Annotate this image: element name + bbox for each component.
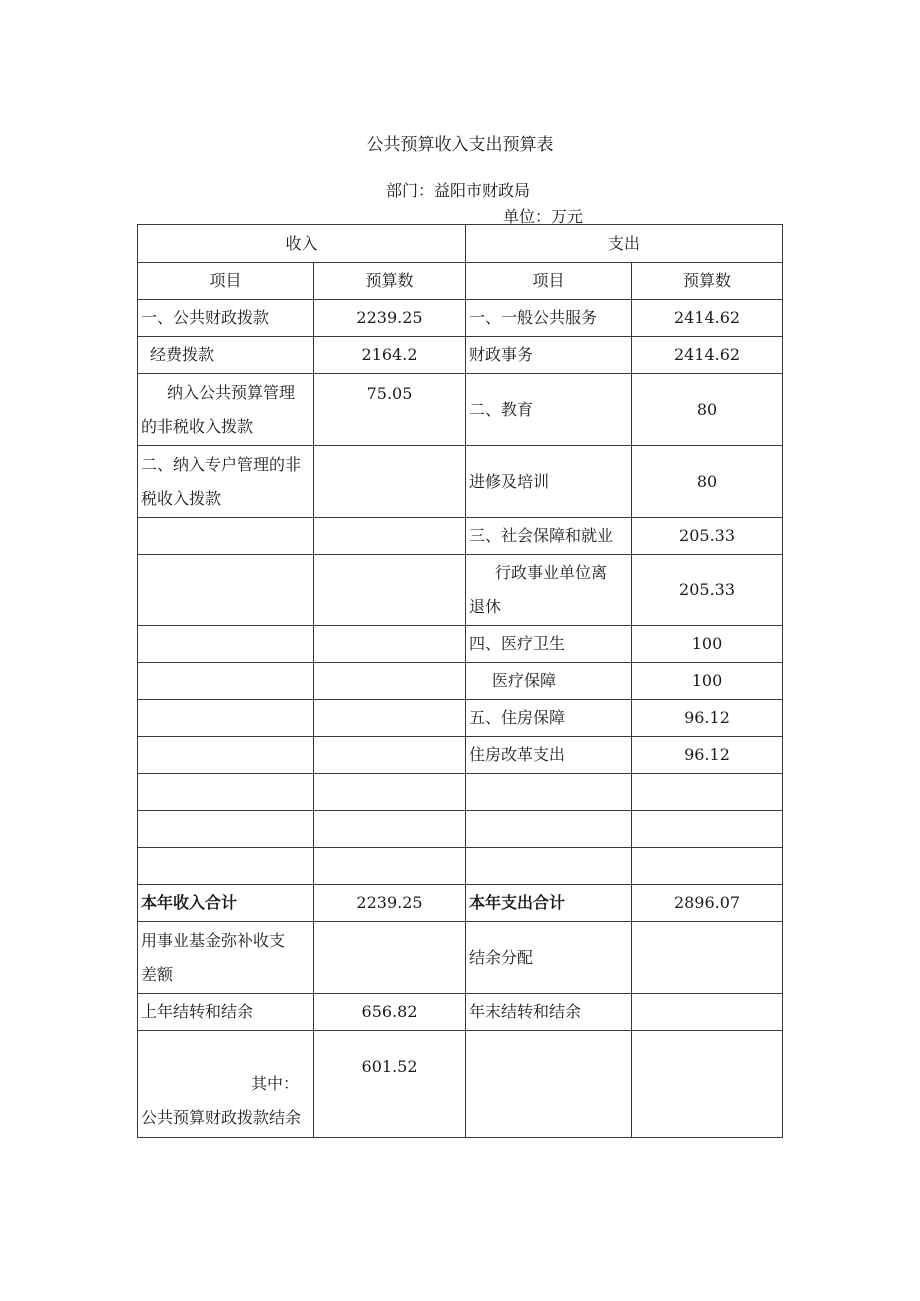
expense-item-line: 退休 — [469, 597, 502, 616]
table-row — [138, 663, 783, 700]
expense-value: 100 — [632, 663, 783, 700]
empty-cell — [632, 922, 783, 994]
section-header-row — [138, 225, 783, 263]
expense-item: 进修及培训 — [466, 446, 632, 518]
expense-item-header: 项目 — [466, 263, 632, 300]
table-row — [138, 700, 783, 737]
expense-header: 支出 — [466, 225, 783, 263]
table-row — [138, 994, 783, 1031]
expense-item-line: 行政事业单位离 — [495, 563, 608, 582]
budget-table — [137, 224, 783, 1138]
expense-item: 医疗保障 — [466, 663, 632, 700]
empty-cell — [138, 848, 314, 885]
empty-cell — [314, 774, 466, 811]
empty-cell — [138, 774, 314, 811]
table-row — [138, 374, 783, 446]
empty-cell — [314, 811, 466, 848]
empty-cell — [466, 848, 632, 885]
prior-carryover-label: 上年结转和结余 — [138, 994, 314, 1031]
expense-item: 四、医疗卫生 — [466, 626, 632, 663]
expense-value: 2414.62 — [632, 300, 783, 337]
income-item — [138, 626, 314, 663]
subsidy-label-line: 用事业基金弥补收支 — [141, 930, 286, 950]
expense-item: 住房改革支出 — [466, 737, 632, 774]
expense-value: 205.33 — [632, 518, 783, 555]
table-row — [138, 337, 783, 374]
public-budget-surplus-line: 公共预算财政拨款结余 — [141, 1108, 302, 1127]
income-item-line: 税收入拨款 — [141, 488, 222, 508]
expense-item: 财政事务 — [466, 337, 632, 374]
table-row — [138, 446, 783, 518]
empty-cell — [466, 811, 632, 848]
income-value — [314, 446, 466, 518]
income-item-line: 二、纳入专户管理的非 — [141, 454, 302, 474]
table-row — [138, 300, 783, 337]
empty-cell — [632, 994, 783, 1031]
expense-value: 100 — [632, 626, 783, 663]
expense-value: 96.12 — [632, 737, 783, 774]
expense-budget-header: 预算数 — [632, 263, 783, 300]
department-label: 部门：益阳市财政局 — [386, 181, 531, 200]
income-budget-header: 预算数 — [314, 263, 466, 300]
empty-row — [138, 848, 783, 885]
income-header: 收入 — [138, 225, 466, 263]
unit-label: 单位：万元 — [503, 207, 584, 226]
income-value — [314, 737, 466, 774]
empty-cell — [314, 848, 466, 885]
empty-cell — [466, 1031, 632, 1138]
surplus-distribution-label: 结余分配 — [466, 922, 632, 994]
expense-item: 二、教育 — [466, 374, 632, 446]
income-item — [138, 446, 314, 518]
subsidy-label — [138, 922, 314, 994]
empty-row — [138, 774, 783, 811]
column-header-row — [138, 263, 783, 300]
subsidy-label-line: 差额 — [141, 964, 174, 984]
table-row — [138, 1031, 783, 1138]
of-which-label: 其中： — [251, 1074, 300, 1093]
income-item — [138, 518, 314, 555]
income-item — [138, 555, 314, 626]
empty-cell — [632, 811, 783, 848]
income-item: 经费拨款 — [138, 337, 314, 374]
expense-value: 80 — [632, 446, 783, 518]
income-item-header: 项目 — [138, 263, 314, 300]
income-value: 75.05 — [314, 374, 466, 446]
page-title: 公共预算收入支出预算表 — [366, 135, 554, 155]
income-value — [314, 663, 466, 700]
income-value — [314, 700, 466, 737]
income-item — [138, 700, 314, 737]
table-row — [138, 922, 783, 994]
empty-cell — [632, 774, 783, 811]
income-value — [314, 518, 466, 555]
income-item: 一、公共财政拨款 — [138, 300, 314, 337]
expense-item: 一、一般公共服务 — [466, 300, 632, 337]
income-value: 2164.2 — [314, 337, 466, 374]
totals-row — [138, 885, 783, 922]
expense-value: 80 — [632, 374, 783, 446]
empty-cell — [632, 848, 783, 885]
prior-carryover-value: 656.82 — [314, 994, 466, 1031]
income-item-line: 纳入公共预算管理 — [167, 382, 296, 402]
expense-item: 五、住房保障 — [466, 700, 632, 737]
table-row — [138, 518, 783, 555]
income-value — [314, 555, 466, 626]
income-item — [138, 663, 314, 700]
table-row — [138, 737, 783, 774]
table-row — [138, 626, 783, 663]
empty-row — [138, 811, 783, 848]
empty-cell — [314, 922, 466, 994]
empty-cell — [466, 774, 632, 811]
expense-total-value: 2896.07 — [632, 885, 783, 922]
income-value: 2239.25 — [314, 300, 466, 337]
public-budget-surplus-label — [138, 1031, 314, 1138]
public-budget-surplus-value: 601.52 — [314, 1031, 466, 1138]
income-item — [138, 374, 314, 446]
year-end-carryover-label: 年末结转和结余 — [466, 994, 632, 1031]
expense-total-label: 本年支出合计 — [466, 885, 632, 922]
expense-item — [466, 555, 632, 626]
income-item-line: 的非税收入拨款 — [141, 416, 254, 436]
expense-value: 205.33 — [632, 555, 783, 626]
empty-cell — [138, 811, 314, 848]
table-row — [138, 555, 783, 626]
income-total-label: 本年收入合计 — [138, 885, 314, 922]
empty-cell — [632, 1031, 783, 1138]
expense-value: 96.12 — [632, 700, 783, 737]
expense-item: 三、社会保障和就业 — [466, 518, 632, 555]
expense-value: 2414.62 — [632, 337, 783, 374]
income-total-value: 2239.25 — [314, 885, 466, 922]
income-value — [314, 626, 466, 663]
income-item — [138, 737, 314, 774]
